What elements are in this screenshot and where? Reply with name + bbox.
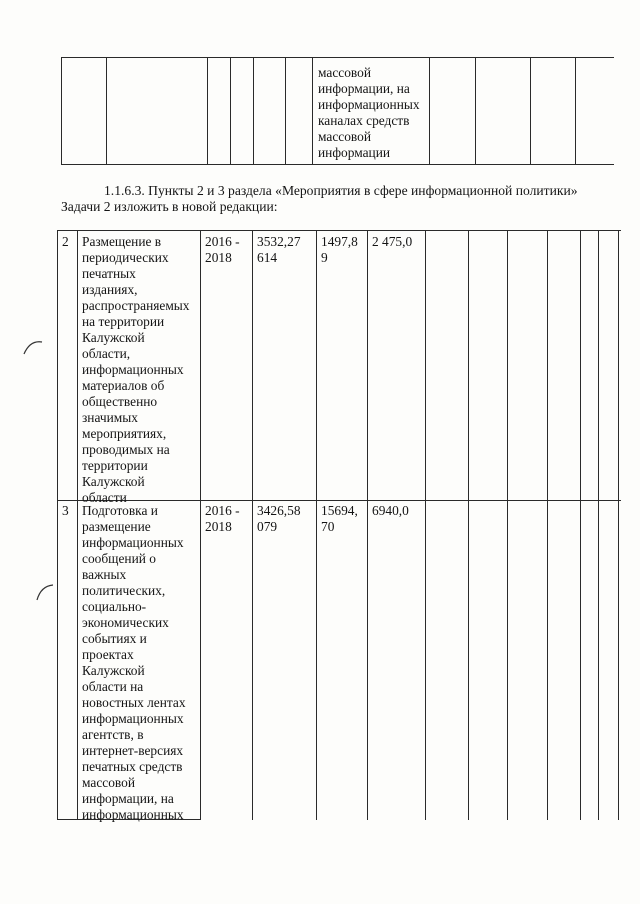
binder-hole-mark [33, 582, 57, 604]
binder-hole-mark [20, 338, 44, 358]
row-period: 2016 - 2018 [205, 234, 240, 265]
paragraph-line-2: Задачи 2 изложить в новой редакции: [61, 199, 278, 214]
top-table-border-top [61, 57, 614, 58]
row-number: 3 [62, 503, 69, 518]
paragraph-line-1: 1.1.6.3. Пункты 2 и 3 раздела «Мероприятия в сфере информационной политики» [104, 183, 578, 198]
row-name: Размещение в периодических печатных изданиях, распространяемых на территории Калужской области, информационных материалов об общественно значимых мероприятиях, проводимых на территории Калужской области [82, 234, 190, 505]
row-value-2017: 2 475,0 [372, 234, 413, 249]
row-period: 2016 - 2018 [205, 503, 240, 534]
main-table-border-top [57, 230, 621, 231]
row-value-2016: 15694, 70 [321, 503, 358, 534]
top-table-border-bottom [61, 164, 614, 165]
row-number: 2 [62, 234, 69, 249]
row-value-2016: 1497,8 9 [321, 234, 358, 265]
row-name: Подготовка и размещение информационных сообщений о важных политических, социально- экономических событиях и проектах Калужской области на новостных лентах информационных агентств, в интернет-версиях печатных средств массовой информации, на информационных [82, 503, 186, 822]
row-value-2017: 6940,0 [372, 503, 409, 518]
top-table-cell-text: массовой информации, на информационных каналах средств массовой информации [318, 65, 420, 160]
row-total: 3532,27 614 [257, 234, 301, 265]
row-total: 3426,58 079 [257, 503, 301, 534]
